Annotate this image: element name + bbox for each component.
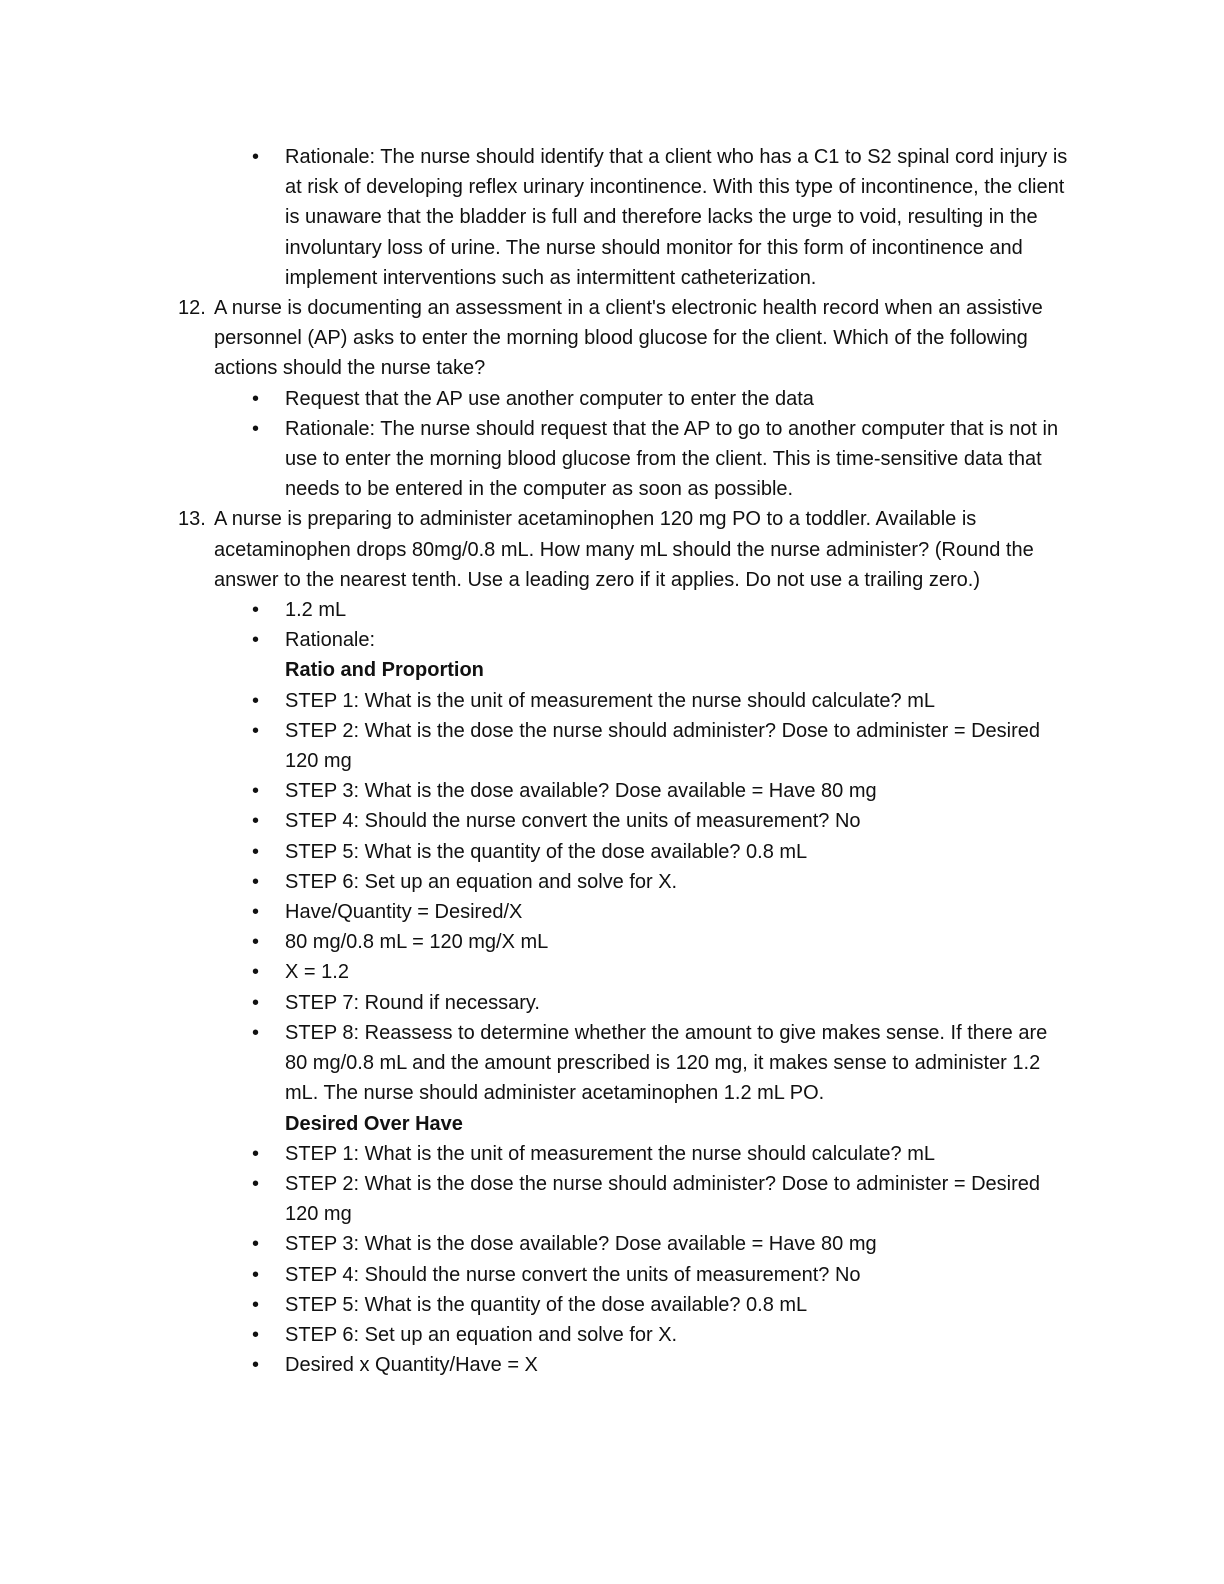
ratio-step: • STEP 2: What is the dose the nurse should administer? Dose to administer = Desired 120 mg bbox=[0, 716, 1075, 776]
question-number: 13. bbox=[178, 508, 206, 531]
ratio-step: • STEP 4: Should the nurse convert the units of measurement? No bbox=[0, 806, 1075, 836]
ratio-step: • STEP 7: Round if necessary. bbox=[0, 988, 1075, 1018]
desired-step: • Desired x Quantity/Have = X bbox=[0, 1350, 1075, 1380]
question-text: A nurse is preparing to administer acetaminophen 120 mg PO to a toddler. Available is acetaminophen drops 80mg/0.8 mL. How many mL should the nurse administer? (Round the answer to the nearest tenth. Use a leading zero if it applies. Do not use a trailing zero.) bbox=[214, 508, 1034, 591]
section-title-desired-over-have: Desired Over Have bbox=[285, 1112, 463, 1135]
ratio-step: • STEP 8: Reassess to determine whether the amount to give makes sense. If there are 80 mg/0.8 mL and the amount prescribed is 120 mg, it makes sense to administer 1.2 mL. The nurse should administer acetaminophen 1.2 mL PO. bbox=[0, 1018, 1075, 1109]
question-number: 12. bbox=[178, 297, 206, 320]
desired-step: • STEP 4: Should the nurse convert the units of measurement? No bbox=[0, 1260, 1075, 1290]
document-body bbox=[0, 142, 1224, 1380]
ratio-step: • Have/Quantity = Desired/X bbox=[0, 897, 1075, 927]
ratio-step: • STEP 1: What is the unit of measurement the nurse should calculate? mL bbox=[0, 686, 1075, 716]
section-title-ratio-proportion: Ratio and Proportion bbox=[285, 659, 484, 682]
q13-answer: • 1.2 mL bbox=[0, 595, 1075, 625]
q12-answer: • Request that the AP use another computer to enter the data bbox=[0, 384, 1075, 414]
ratio-step: • STEP 6: Set up an equation and solve for X. bbox=[0, 867, 1075, 897]
question-text: A nurse is documenting an assessment in a client's electronic health record when an assistive personnel (AP) asks to enter the morning blood glucose for the client. Which of the following actions should the nurse take? bbox=[214, 297, 1043, 380]
desired-step: • STEP 1: What is the unit of measurement the nurse should calculate? mL bbox=[0, 1139, 1075, 1169]
q12-rationale: • Rationale: The nurse should request that the AP to go to another computer that is not in use to enter the morning blood glucose from the client. This is time-sensitive data that needs to be entered in the computer as soon as possible. bbox=[0, 414, 1075, 505]
question-13 bbox=[0, 504, 1084, 595]
q13-rationale-label: • Rationale: bbox=[0, 625, 1075, 655]
desired-step: • STEP 6: Set up an equation and solve for X. bbox=[0, 1320, 1075, 1350]
ratio-step: • STEP 3: What is the dose available? Dose available = Have 80 mg bbox=[0, 776, 1075, 806]
q11-rationale: • Rationale: The nurse should identify that a client who has a C1 to S2 spinal cord injury is at risk of developing reflex urinary incontinence. With this type of incontinence, the client is unaware that the bladder is full and therefore lacks the urge to void, resulting in the involuntary loss of urine. The nurse should monitor for this form of incontinence and implement interventions such as intermittent catheterization. bbox=[0, 142, 1075, 293]
desired-step: • STEP 3: What is the dose available? Dose available = Have 80 mg bbox=[0, 1229, 1075, 1259]
desired-step: • STEP 5: What is the quantity of the dose available? 0.8 mL bbox=[0, 1290, 1075, 1320]
ratio-step: • STEP 5: What is the quantity of the dose available? 0.8 mL bbox=[0, 837, 1075, 867]
desired-step: • STEP 2: What is the dose the nurse should administer? Dose to administer = Desired 120 mg bbox=[0, 1169, 1075, 1229]
ratio-step: • X = 1.2 bbox=[0, 957, 1075, 987]
ratio-step: • 80 mg/0.8 mL = 120 mg/X mL bbox=[0, 927, 1075, 957]
question-12 bbox=[0, 293, 1084, 384]
